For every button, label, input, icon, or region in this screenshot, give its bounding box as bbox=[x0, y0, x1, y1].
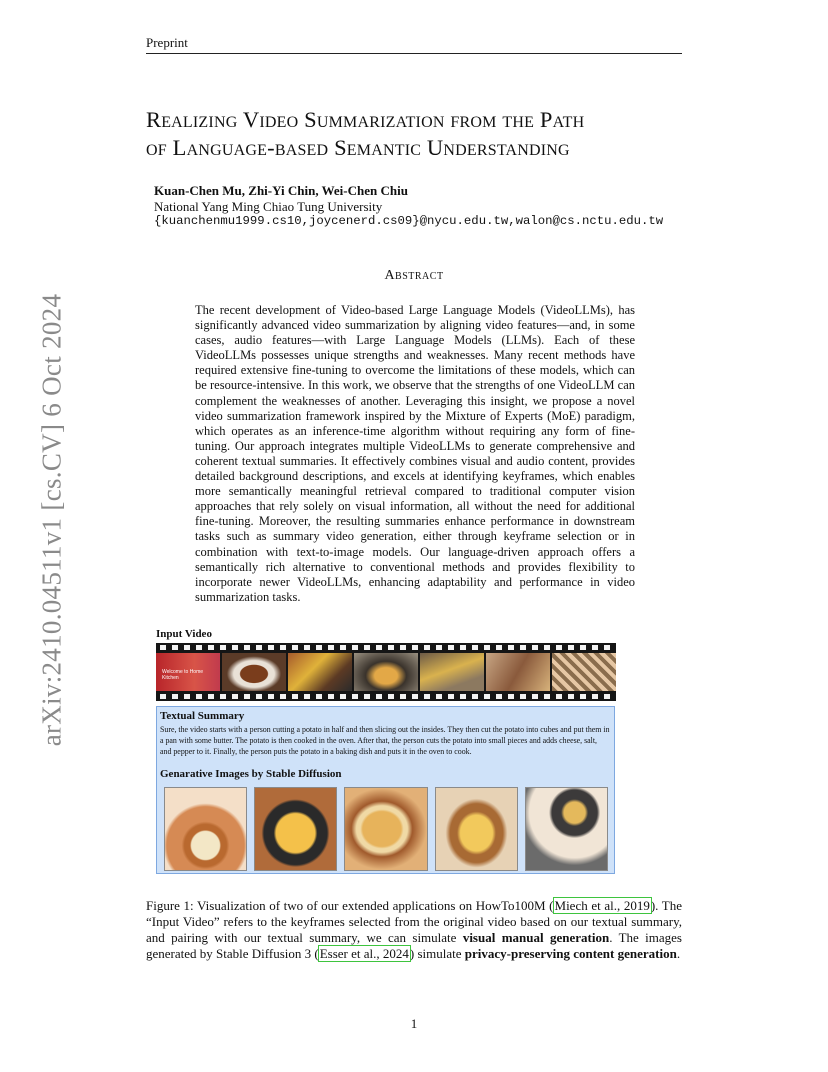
caption-text: ). The “Input Video” refers to the keyframes selected from the original video based on our textual summary, and pairing with our textual summary, we can simulate bbox=[146, 898, 682, 945]
generated-image bbox=[435, 787, 518, 871]
keyframe-image bbox=[354, 653, 418, 691]
caption-text: . The images generated by Stable Diffusion 3 ( bbox=[146, 930, 682, 961]
textual-summary-heading: Textual Summary bbox=[160, 710, 245, 722]
abstract-body: The recent development of Video-based Large Language Models (VideoLLMs), has significantly advanced video summarization by aligning video features—and, in some cases, audio features—with Large Language Models (LLMs). Each of these VideoLLMs possesses unique strengths and weaknesses. Many recent methods have required extensive fine-tuning to overcome the limitations of these models, which can be resource-intensive. In this work, we observe that the strengths of one VideoLLM can complement the weaknesses of another. Leveraging this insight, we propose a novel video summarization framework inspired by the Mixture of Experts (MoE) paradigm, which operates as an inference-time algorithm without requiring any form of fine-tuning. Our approach integrates multiple VideoLLMs to generate comprehensive and coherent textual summaries. It effectively combines visual and audio content, provides detailed background descriptions, and excels at identifying keyframes, which enables more semantically meaningful retrieval compared to traditional computer vision approaches that rely solely on visual information, all without the need for additional fine-tuning. Moreover, the resulting summaries enhance performance in downstream tasks such as summary video generation, either through keyframe selection or in combination with text-to-image models. Our language-driven approach offers a semantically rich alternative to conventional methods and provides flexibility to incorporate newer VideoLLMs, enhancing adaptability and performance in video summarization tasks. bbox=[195, 303, 635, 604]
keyframe-row bbox=[156, 653, 616, 691]
arxiv-identifier-stamp: arXiv:2410.04511v1 [cs.CV] 6 Oct 2024 bbox=[36, 293, 67, 747]
keyframe-image bbox=[552, 653, 616, 691]
keyframe-image bbox=[420, 653, 484, 691]
generated-image bbox=[525, 787, 608, 871]
caption-text: . bbox=[676, 946, 681, 961]
keyframe-image bbox=[288, 653, 352, 691]
author-list: Kuan-Chen Mu, Zhi-Yi Chin, Wei-Chen Chiu bbox=[154, 183, 408, 198]
page-number: 1 bbox=[410, 1016, 418, 1031]
generated-image bbox=[344, 787, 427, 871]
caption-emphasis: visual manual generation bbox=[462, 930, 610, 945]
keyframe-title-card bbox=[156, 653, 220, 691]
textual-summary-text: Sure, the video starts with a person cutting a potato in half and then slicing out the insides. They then cut the potato into cubes and put them in a pan with some butter. The potato is then cooked in the oven. After that, the person cuts the potato into small pieces and adds cheese, salt, and pepper to it. Finally, the person puts the potato in a baking dish and puts it in the oven to cook. bbox=[160, 725, 610, 757]
header-label: Preprint bbox=[146, 35, 188, 50]
abstract-heading: Abstract bbox=[384, 268, 444, 283]
affiliation: National Yang Ming Chiao Tung University bbox=[154, 199, 383, 214]
paper-title bbox=[146, 106, 706, 162]
author-emails: {kuanchenmu1999.cs10,joycenerd.cs09}@nycu.edu.tw,walon@cs.nctu.edu.tw bbox=[154, 214, 664, 228]
caption-text: ) simulate bbox=[409, 946, 465, 961]
generative-images-heading: Genarative Images by Stable Diffusion bbox=[160, 768, 342, 780]
citation-link[interactable]: Miech et al., 2019 bbox=[554, 898, 650, 913]
generated-image bbox=[164, 787, 247, 871]
keyframe-title-text: Welcome to Home Kitchen bbox=[162, 669, 204, 681]
title-line-2: of Language-based Semantic Understanding bbox=[146, 135, 570, 160]
caption-emphasis: privacy-preserving content generation bbox=[464, 946, 677, 961]
caption-text: Figure 1: Visualization of two of our extended applications on HowTo100M ( bbox=[146, 898, 554, 913]
input-video-label: Input Video bbox=[156, 628, 212, 640]
running-header bbox=[146, 36, 682, 54]
input-video-filmstrip bbox=[156, 643, 616, 701]
citation-link[interactable]: Esser et al., 2024 bbox=[319, 946, 409, 961]
film-perforation-top bbox=[160, 645, 612, 650]
generated-image bbox=[254, 787, 337, 871]
keyframe-image bbox=[222, 653, 286, 691]
textual-summary-panel bbox=[156, 706, 615, 874]
keyframe-image bbox=[486, 653, 550, 691]
film-perforation-bottom bbox=[160, 694, 612, 699]
generated-image-row bbox=[164, 787, 608, 871]
figure-caption bbox=[146, 898, 682, 962]
title-line-1: Realizing Video Summarization from the Path bbox=[146, 107, 585, 132]
